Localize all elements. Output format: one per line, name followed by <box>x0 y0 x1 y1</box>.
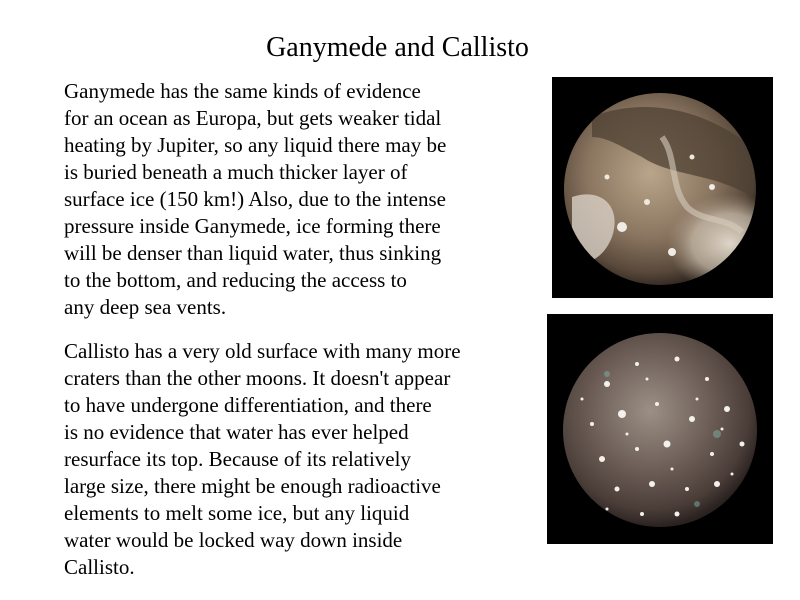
callisto-text-line: to have undergone differentiation, and there <box>64 393 432 417</box>
callisto-text-line: craters than the other moons. It doesn't appear <box>64 366 451 390</box>
ganymede-text-line: for an ocean as Europa, but gets weaker tidal <box>64 106 442 130</box>
callisto-image <box>547 314 773 544</box>
callisto-text-line: Callisto has a very old surface with many more <box>64 339 461 363</box>
callisto-moon-graphic <box>547 314 773 544</box>
ganymede-text-line: surface ice (150 km!) Also, due to the intense <box>64 187 446 211</box>
ganymede-text-line: any deep sea vents. <box>64 295 227 319</box>
ganymede-text-line: Ganymede has the same kinds of evidence <box>64 79 421 103</box>
ganymede-text-line: to the bottom, and reducing the access to <box>64 268 407 292</box>
callisto-text-line: large size, there might be enough radioactive <box>64 474 441 498</box>
ganymede-text-line: will be denser than liquid water, thus sinking <box>64 241 442 265</box>
callisto-text-line: Callisto. <box>64 555 135 579</box>
ganymede-paragraph <box>64 78 446 321</box>
ganymede-text-line: pressure inside Ganymede, ice forming there <box>64 214 441 238</box>
ganymede-moon-graphic <box>552 77 773 298</box>
callisto-text-line: is no evidence that water has ever helped <box>64 420 409 444</box>
callisto-paragraph <box>64 338 461 581</box>
ganymede-text-line: heating by Jupiter, so any liquid there may be <box>64 133 447 157</box>
ganymede-text-line: is buried beneath a much thicker layer of <box>64 160 408 184</box>
callisto-text-line: water would be locked way down inside <box>64 528 403 552</box>
ganymede-image <box>552 77 773 298</box>
callisto-text-line: elements to melt some ice, but any liquid <box>64 501 410 525</box>
slide-title: Ganymede and Callisto <box>266 32 529 63</box>
callisto-text-line: resurface its top. Because of its relatively <box>64 447 411 471</box>
